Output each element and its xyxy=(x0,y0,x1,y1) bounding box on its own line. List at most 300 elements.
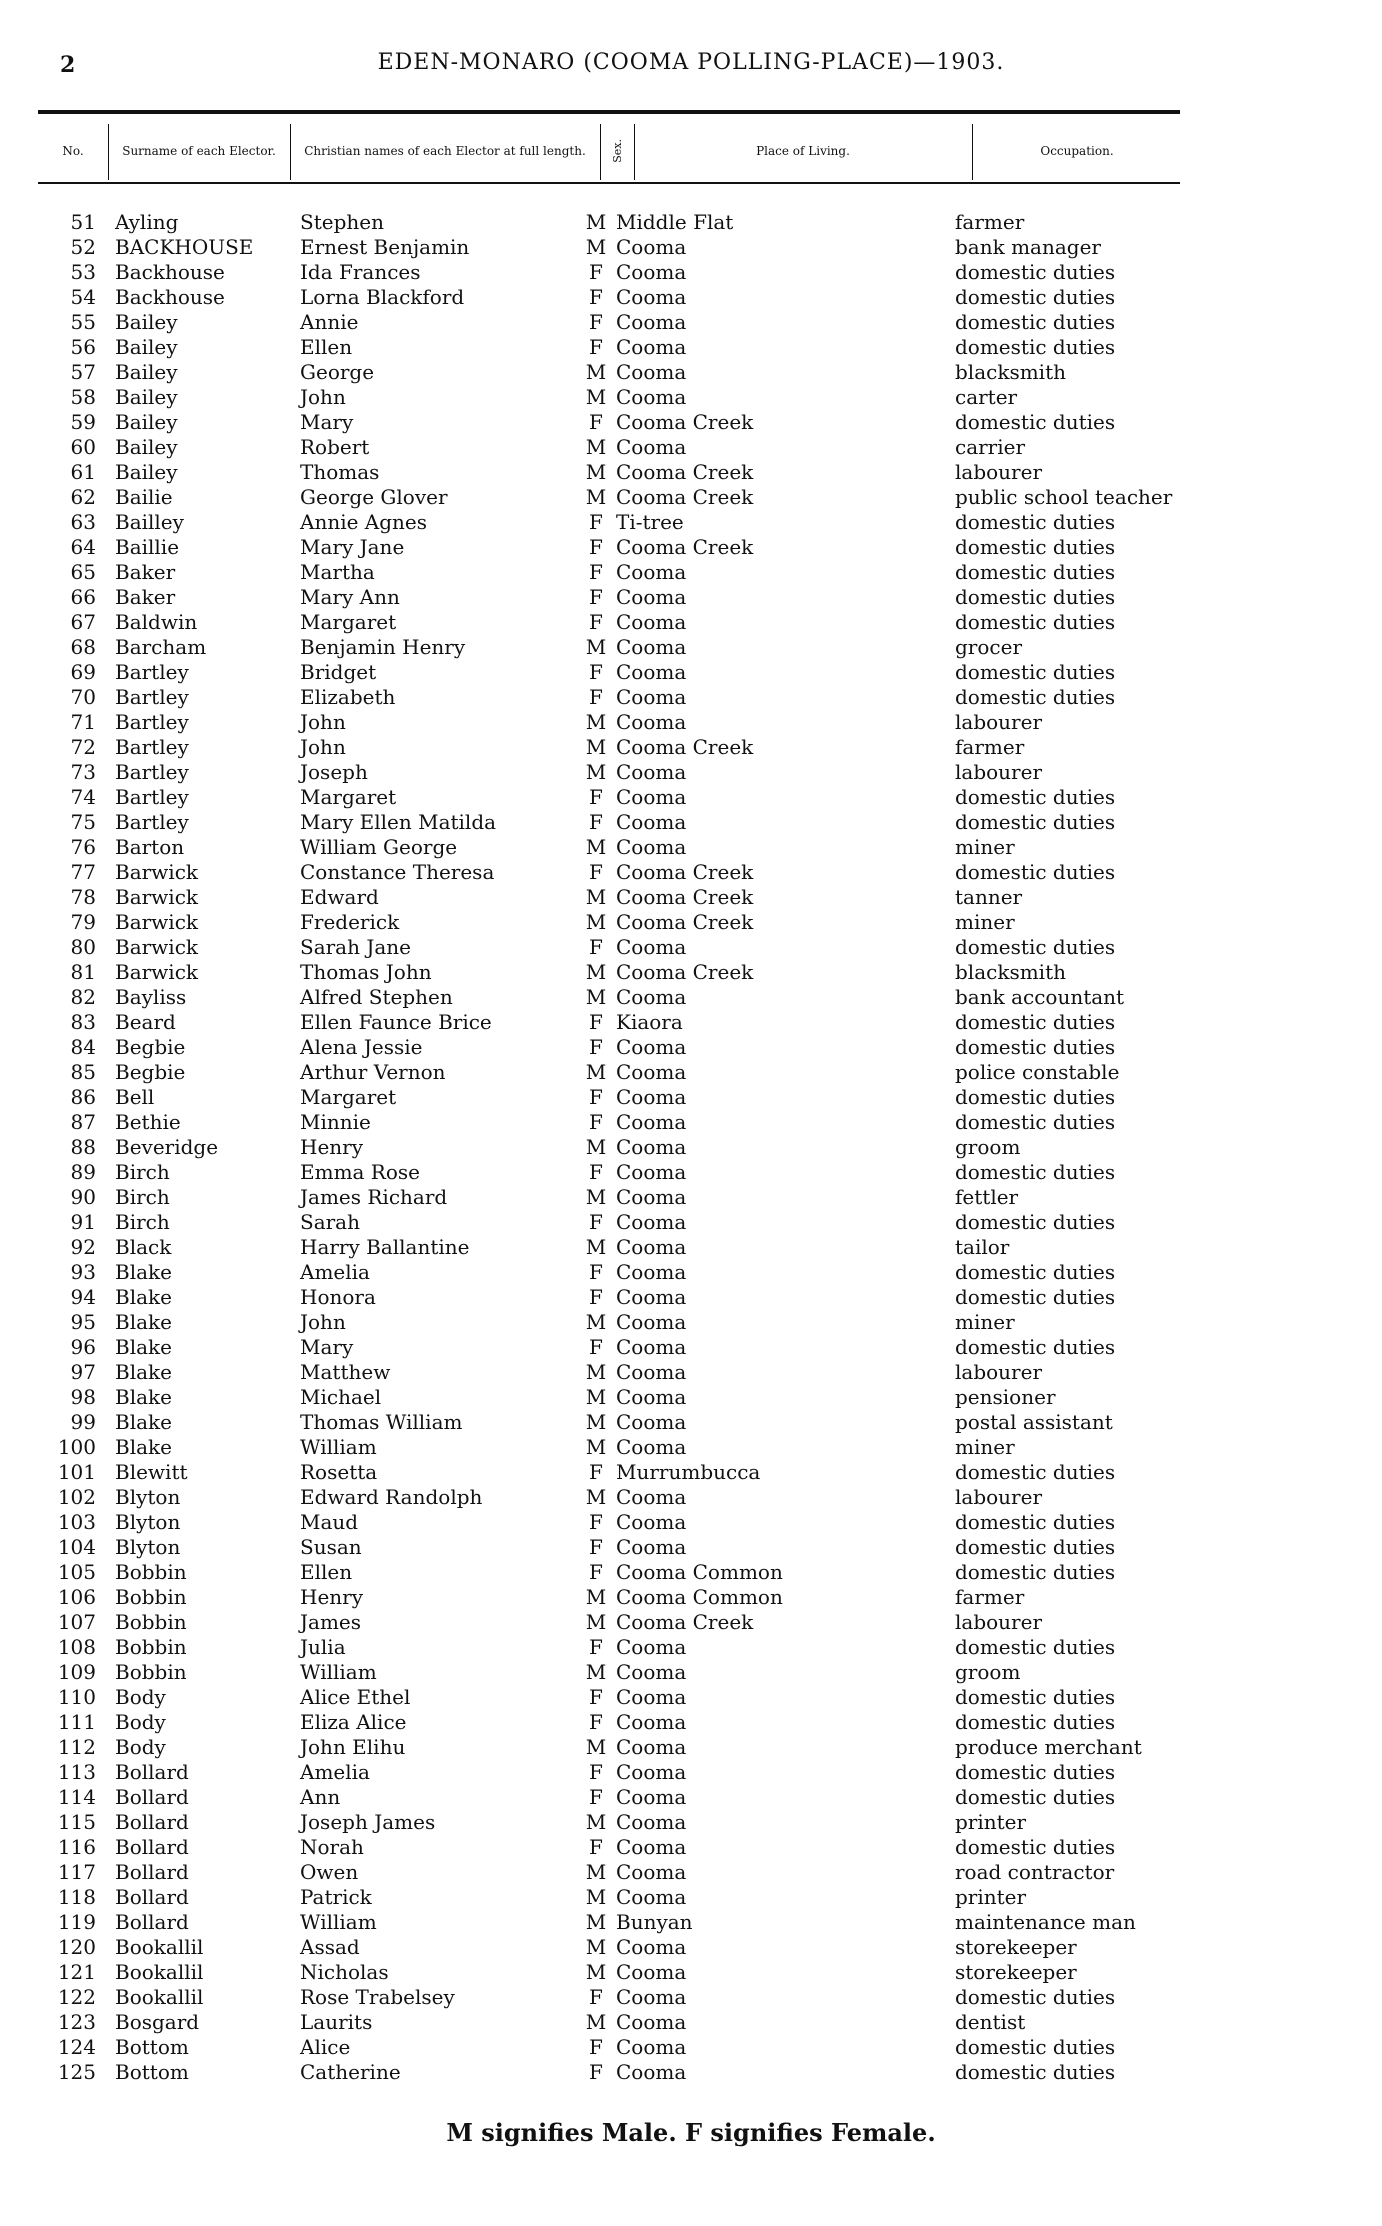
elector-sex: M xyxy=(585,735,607,759)
elector-christian-names: Annie Agnes xyxy=(300,510,428,534)
elector-number: 63 xyxy=(70,510,96,534)
elector-christian-names: William xyxy=(300,1660,377,1684)
elector-occupation: domestic duties xyxy=(955,610,1116,634)
elector-occupation: produce merchant xyxy=(955,1735,1142,1759)
elector-sex: F xyxy=(589,585,603,609)
elector-place: Cooma xyxy=(616,1635,687,1659)
elector-sex: M xyxy=(585,2010,607,2034)
elector-number: 97 xyxy=(70,1360,96,1384)
elector-occupation: labourer xyxy=(955,710,1043,734)
elector-occupation: domestic duties xyxy=(955,1535,1116,1559)
elector-occupation: domestic duties xyxy=(955,2035,1116,2059)
elector-place: Cooma xyxy=(616,335,687,359)
elector-number: 61 xyxy=(70,460,96,484)
elector-surname: Blewitt xyxy=(115,1460,188,1484)
elector-number: 77 xyxy=(70,860,96,884)
elector-place: Cooma xyxy=(616,1435,687,1459)
elector-sex: F xyxy=(589,1785,603,1809)
elector-occupation: maintenance man xyxy=(955,1910,1136,1934)
elector-surname: Ayling xyxy=(115,210,179,234)
elector-number: 101 xyxy=(57,1460,96,1484)
elector-christian-names: Laurits xyxy=(300,2010,373,2034)
table-row xyxy=(0,685,1382,710)
table-row xyxy=(0,1310,1382,1335)
elector-sex: M xyxy=(585,1185,607,1209)
elector-christian-names: Harry Ballantine xyxy=(300,1235,470,1259)
elector-number: 106 xyxy=(57,1585,96,1609)
elector-christian-names: Ernest Benjamin xyxy=(300,235,470,259)
elector-number: 60 xyxy=(70,435,96,459)
elector-place: Cooma xyxy=(616,2035,687,2059)
elector-surname: Begbie xyxy=(115,1035,186,1059)
table-row xyxy=(0,1985,1382,2010)
elector-occupation: domestic duties xyxy=(955,1285,1116,1309)
elector-occupation: farmer xyxy=(955,735,1025,759)
table-row xyxy=(0,1735,1382,1760)
elector-number: 54 xyxy=(70,285,96,309)
elector-christian-names: Joseph xyxy=(300,760,368,784)
elector-surname: Birch xyxy=(115,1185,170,1209)
elector-sex: F xyxy=(589,860,603,884)
elector-number: 108 xyxy=(57,1635,96,1659)
elector-sex: M xyxy=(585,1860,607,1884)
elector-sex: F xyxy=(589,1685,603,1709)
elector-number: 122 xyxy=(57,1985,96,2009)
table-row xyxy=(0,560,1382,585)
elector-surname: Bailey xyxy=(115,335,178,359)
elector-number: 70 xyxy=(70,685,96,709)
elector-number: 92 xyxy=(70,1235,96,1259)
table-row xyxy=(0,1010,1382,1035)
table-row xyxy=(0,1685,1382,1710)
elector-surname: Bollard xyxy=(115,1835,189,1859)
elector-place: Cooma xyxy=(616,1535,687,1559)
elector-place: Cooma xyxy=(616,1085,687,1109)
elector-occupation: domestic duties xyxy=(955,685,1116,709)
elector-sex: F xyxy=(589,1285,603,1309)
elector-place: Cooma xyxy=(616,1310,687,1334)
elector-occupation: tanner xyxy=(955,885,1023,909)
elector-occupation: labourer xyxy=(955,1360,1043,1384)
elector-sex: M xyxy=(585,985,607,1009)
elector-place: Cooma xyxy=(616,385,687,409)
elector-christian-names: Alice Ethel xyxy=(300,1685,411,1709)
elector-sex: M xyxy=(585,1810,607,1834)
elector-place: Cooma xyxy=(616,1360,687,1384)
elector-place: Cooma xyxy=(616,1710,687,1734)
elector-christian-names: Catherine xyxy=(300,2060,401,2084)
elector-place: Cooma Creek xyxy=(616,885,754,909)
elector-number: 86 xyxy=(70,1085,96,1109)
elector-christian-names: Amelia xyxy=(300,1760,370,1784)
elector-christian-names: John xyxy=(300,735,346,759)
header-place: Place of Living. xyxy=(756,143,850,158)
table-row xyxy=(0,1435,1382,1460)
elector-number: 83 xyxy=(70,1010,96,1034)
elector-number: 81 xyxy=(70,960,96,984)
elector-place: Murrumbucca xyxy=(616,1460,761,1484)
elector-occupation: dentist xyxy=(955,2010,1026,2034)
elector-sex: F xyxy=(589,1985,603,2009)
elector-surname: Blyton xyxy=(115,1485,181,1509)
elector-place: Cooma xyxy=(616,360,687,384)
sex-legend: M signifies Male. F signifies Female. xyxy=(446,2118,936,2147)
elector-sex: M xyxy=(585,1235,607,1259)
table-row xyxy=(0,1610,1382,1635)
elector-place: Cooma xyxy=(616,1035,687,1059)
elector-sex: F xyxy=(589,660,603,684)
table-row xyxy=(0,1085,1382,1110)
table-row xyxy=(0,1535,1382,1560)
elector-occupation: storekeeper xyxy=(955,1960,1077,1984)
elector-sex: F xyxy=(589,1260,603,1284)
elector-place: Cooma xyxy=(616,660,687,684)
elector-occupation: blacksmith xyxy=(955,360,1066,384)
elector-number: 62 xyxy=(70,485,96,509)
elector-place: Ti-tree xyxy=(616,510,684,534)
elector-surname: Body xyxy=(115,1685,166,1709)
elector-sex: F xyxy=(589,410,603,434)
elector-sex: F xyxy=(589,685,603,709)
elector-christian-names: Thomas John xyxy=(300,960,432,984)
elector-occupation: domestic duties xyxy=(955,785,1116,809)
elector-surname: Bartley xyxy=(115,660,189,684)
elector-place: Cooma xyxy=(616,985,687,1009)
elector-occupation: domestic duties xyxy=(955,1835,1116,1859)
elector-surname: Bayliss xyxy=(115,985,187,1009)
elector-number: 66 xyxy=(70,585,96,609)
elector-number: 116 xyxy=(57,1835,96,1859)
elector-surname: Bobbin xyxy=(115,1585,187,1609)
elector-sex: F xyxy=(589,1835,603,1859)
elector-surname: Blake xyxy=(115,1335,172,1359)
table-row xyxy=(0,1835,1382,1860)
elector-occupation: miner xyxy=(955,1310,1015,1334)
elector-number: 79 xyxy=(70,910,96,934)
elector-place: Cooma xyxy=(616,760,687,784)
elector-place: Cooma xyxy=(616,285,687,309)
elector-sex: M xyxy=(585,1610,607,1634)
elector-number: 115 xyxy=(57,1810,96,1834)
elector-number: 125 xyxy=(57,2060,96,2084)
table-row xyxy=(0,410,1382,435)
elector-surname: Bailey xyxy=(115,460,178,484)
elector-christian-names: James Richard xyxy=(300,1185,448,1209)
elector-christian-names: William xyxy=(300,1910,377,1934)
elector-number: 65 xyxy=(70,560,96,584)
elector-sex: M xyxy=(585,385,607,409)
elector-occupation: blacksmith xyxy=(955,960,1066,984)
elector-occupation: domestic duties xyxy=(955,1785,1116,1809)
elector-sex: F xyxy=(589,1460,603,1484)
elector-sex: M xyxy=(585,635,607,659)
elector-sex: M xyxy=(585,1910,607,1934)
elector-place: Cooma Creek xyxy=(616,910,754,934)
elector-number: 124 xyxy=(57,2035,96,2059)
elector-place: Cooma xyxy=(616,1860,687,1884)
table-header xyxy=(38,120,1180,184)
table-row xyxy=(0,1235,1382,1260)
table-row xyxy=(0,1460,1382,1485)
elector-sex: M xyxy=(585,710,607,734)
elector-christian-names: John xyxy=(300,1310,346,1334)
elector-place: Cooma xyxy=(616,1235,687,1259)
elector-surname: Bobbin xyxy=(115,1660,187,1684)
table-row xyxy=(0,1110,1382,1135)
elector-occupation: domestic duties xyxy=(955,1260,1116,1284)
elector-occupation: groom xyxy=(955,1660,1021,1684)
elector-number: 112 xyxy=(57,1735,96,1759)
elector-place: Cooma xyxy=(616,1385,687,1409)
elector-sex: M xyxy=(585,1310,607,1334)
elector-occupation: farmer xyxy=(955,1585,1025,1609)
elector-number: 123 xyxy=(57,2010,96,2034)
table-row xyxy=(0,1585,1382,1610)
elector-christian-names: Matthew xyxy=(300,1360,391,1384)
elector-number: 111 xyxy=(57,1710,96,1734)
elector-surname: Birch xyxy=(115,1210,170,1234)
elector-surname: Bollard xyxy=(115,1760,189,1784)
elector-christian-names: Honora xyxy=(300,1285,376,1309)
elector-christian-names: Alena Jessie xyxy=(300,1035,423,1059)
elector-occupation: domestic duties xyxy=(955,310,1116,334)
table-row xyxy=(0,1060,1382,1085)
elector-place: Cooma xyxy=(616,935,687,959)
elector-christian-names: Eliza Alice xyxy=(300,1710,407,1734)
elector-place: Cooma xyxy=(616,1885,687,1909)
elector-number: 58 xyxy=(70,385,96,409)
elector-christian-names: Assad xyxy=(300,1935,360,1959)
elector-surname: Baker xyxy=(115,560,176,584)
elector-occupation: labourer xyxy=(955,760,1043,784)
elector-place: Cooma xyxy=(616,1110,687,1134)
elector-christian-names: Annie xyxy=(300,310,359,334)
elector-sex: F xyxy=(589,1760,603,1784)
elector-number: 100 xyxy=(57,1435,96,1459)
elector-number: 105 xyxy=(57,1560,96,1584)
elector-number: 71 xyxy=(70,710,96,734)
table-row xyxy=(0,610,1382,635)
page-number: 2 xyxy=(60,52,76,78)
elector-place: Cooma xyxy=(616,1410,687,1434)
elector-occupation: domestic duties xyxy=(955,1010,1116,1034)
elector-christian-names: Susan xyxy=(300,1535,362,1559)
table-row xyxy=(0,510,1382,535)
elector-surname: Blyton xyxy=(115,1510,181,1534)
elector-christian-names: Robert xyxy=(300,435,370,459)
elector-christian-names: Julia xyxy=(300,1635,346,1659)
elector-number: 57 xyxy=(70,360,96,384)
elector-sex: F xyxy=(589,310,603,334)
table-row xyxy=(0,1285,1382,1310)
elector-sex: F xyxy=(589,1010,603,1034)
elector-place: Cooma xyxy=(616,1935,687,1959)
elector-christian-names: Rosetta xyxy=(300,1460,378,1484)
table-row xyxy=(0,1710,1382,1735)
table-row xyxy=(0,1635,1382,1660)
elector-sex: M xyxy=(585,1960,607,1984)
elector-surname: Barwick xyxy=(115,860,199,884)
elector-number: 109 xyxy=(57,1660,96,1684)
elector-surname: Barwick xyxy=(115,935,199,959)
elector-christian-names: Sarah Jane xyxy=(300,935,412,959)
elector-place: Cooma Creek xyxy=(616,960,754,984)
table-row xyxy=(0,1785,1382,1810)
table-row xyxy=(0,260,1382,285)
elector-number: 67 xyxy=(70,610,96,634)
elector-surname: Blyton xyxy=(115,1535,181,1559)
table-row xyxy=(0,1185,1382,1210)
elector-occupation: domestic duties xyxy=(955,260,1116,284)
elector-place: Cooma Creek xyxy=(616,410,754,434)
elector-surname: Bartley xyxy=(115,735,189,759)
elector-occupation: grocer xyxy=(955,635,1023,659)
elector-place: Cooma Creek xyxy=(616,735,754,759)
elector-sex: M xyxy=(585,835,607,859)
elector-number: 99 xyxy=(70,1410,96,1434)
elector-sex: M xyxy=(585,1360,607,1384)
elector-sex: M xyxy=(585,1410,607,1434)
elector-surname: Beveridge xyxy=(115,1135,219,1159)
elector-place: Cooma xyxy=(616,1960,687,1984)
elector-christian-names: Emma Rose xyxy=(300,1160,421,1184)
elector-number: 117 xyxy=(57,1860,96,1884)
elector-occupation: groom xyxy=(955,1135,1021,1159)
elector-occupation: police constable xyxy=(955,1060,1120,1084)
header-sex-label: Sex. xyxy=(610,139,624,163)
elector-surname: Body xyxy=(115,1710,166,1734)
elector-sex: M xyxy=(585,1935,607,1959)
elector-surname: Bottom xyxy=(115,2060,189,2084)
elector-surname: Body xyxy=(115,1735,166,1759)
elector-christian-names: Rose Trabelsey xyxy=(300,1985,455,2009)
table-row xyxy=(0,1410,1382,1435)
table-row xyxy=(0,1210,1382,1235)
elector-occupation: storekeeper xyxy=(955,1935,1077,1959)
elector-occupation: domestic duties xyxy=(955,1210,1116,1234)
elector-sex: M xyxy=(585,1435,607,1459)
elector-number: 89 xyxy=(70,1160,96,1184)
elector-christian-names: James xyxy=(300,1610,362,1634)
elector-surname: Bobbin xyxy=(115,1560,187,1584)
elector-number: 51 xyxy=(70,210,96,234)
elector-number: 84 xyxy=(70,1035,96,1059)
elector-occupation: domestic duties xyxy=(955,510,1116,534)
table-row xyxy=(0,835,1382,860)
elector-sex: F xyxy=(589,335,603,359)
elector-christian-names: George xyxy=(300,360,375,384)
elector-sex: F xyxy=(589,1160,603,1184)
elector-christian-names: Margaret xyxy=(300,610,397,634)
elector-place: Cooma xyxy=(616,635,687,659)
elector-place: Cooma xyxy=(616,1785,687,1809)
elector-number: 90 xyxy=(70,1185,96,1209)
elector-place: Cooma xyxy=(616,1685,687,1709)
elector-sex: F xyxy=(589,1510,603,1534)
elector-place: Cooma xyxy=(616,785,687,809)
elector-christian-names: Henry xyxy=(300,1585,364,1609)
elector-place: Cooma xyxy=(616,1335,687,1359)
elector-number: 68 xyxy=(70,635,96,659)
elector-number: 56 xyxy=(70,335,96,359)
elector-christian-names: Mary Jane xyxy=(300,535,405,559)
elector-sex: M xyxy=(585,1885,607,1909)
elector-occupation: domestic duties xyxy=(955,1710,1116,1734)
elector-surname: Beard xyxy=(115,1010,176,1034)
elector-place: Cooma xyxy=(616,2060,687,2084)
elector-christian-names: Ann xyxy=(300,1785,341,1809)
elector-christian-names: Nicholas xyxy=(300,1960,389,1984)
table-row xyxy=(0,1885,1382,1910)
elector-sex: F xyxy=(589,560,603,584)
table-row xyxy=(0,1910,1382,1935)
elector-occupation: postal assistant xyxy=(955,1410,1113,1434)
elector-christian-names: Mary xyxy=(300,1335,354,1359)
elector-christian-names: Michael xyxy=(300,1385,382,1409)
table-row xyxy=(0,1960,1382,1985)
elector-sex: F xyxy=(589,1035,603,1059)
elector-occupation: labourer xyxy=(955,1610,1043,1634)
elector-christian-names: Alfred Stephen xyxy=(300,985,453,1009)
elector-place: Cooma Common xyxy=(616,1585,783,1609)
table-row xyxy=(0,1335,1382,1360)
elector-christian-names: Ida Frances xyxy=(300,260,421,284)
elector-sex: M xyxy=(585,460,607,484)
elector-place: Cooma xyxy=(616,1485,687,1509)
elector-occupation: printer xyxy=(955,1810,1027,1834)
elector-sex: F xyxy=(589,285,603,309)
elector-occupation: domestic duties xyxy=(955,810,1116,834)
elector-surname: Bailey xyxy=(115,310,178,334)
elector-place: Cooma xyxy=(616,2010,687,2034)
elector-surname: Bailey xyxy=(115,360,178,384)
elector-christian-names: Margaret xyxy=(300,1085,397,1109)
header-divider xyxy=(972,124,973,180)
elector-sex: M xyxy=(585,235,607,259)
page-title: EDEN-MONARO (COOMA POLLING-PLACE)—1903. xyxy=(377,50,1005,75)
elector-sex: F xyxy=(589,610,603,634)
elector-surname: Barcham xyxy=(115,635,207,659)
elector-occupation: carrier xyxy=(955,435,1026,459)
elector-place: Cooma Creek xyxy=(616,535,754,559)
elector-place: Cooma xyxy=(616,1260,687,1284)
table-row xyxy=(0,235,1382,260)
elector-christian-names: Mary Ann xyxy=(300,585,400,609)
elector-sex: F xyxy=(589,1710,603,1734)
elector-christian-names: William xyxy=(300,1435,377,1459)
elector-christian-names: Thomas William xyxy=(300,1410,463,1434)
elector-number: 114 xyxy=(57,1785,96,1809)
elector-place: Cooma xyxy=(616,1160,687,1184)
elector-sex: F xyxy=(589,1085,603,1109)
elector-christian-names: Lorna Blackford xyxy=(300,285,465,309)
elector-occupation: domestic duties xyxy=(955,1760,1116,1784)
table-row xyxy=(0,2035,1382,2060)
elector-surname: Backhouse xyxy=(115,285,225,309)
elector-christian-names: Arthur Vernon xyxy=(300,1060,446,1084)
elector-sex: M xyxy=(585,1485,607,1509)
elector-surname: Birch xyxy=(115,1160,170,1184)
elector-sex: F xyxy=(589,1635,603,1659)
elector-christian-names: Patrick xyxy=(300,1885,372,1909)
table-row xyxy=(0,885,1382,910)
elector-number: 76 xyxy=(70,835,96,859)
elector-occupation: domestic duties xyxy=(955,335,1116,359)
elector-occupation: domestic duties xyxy=(955,410,1116,434)
elector-occupation: domestic duties xyxy=(955,535,1116,559)
elector-surname: Bailey xyxy=(115,410,178,434)
elector-surname: Blake xyxy=(115,1385,172,1409)
